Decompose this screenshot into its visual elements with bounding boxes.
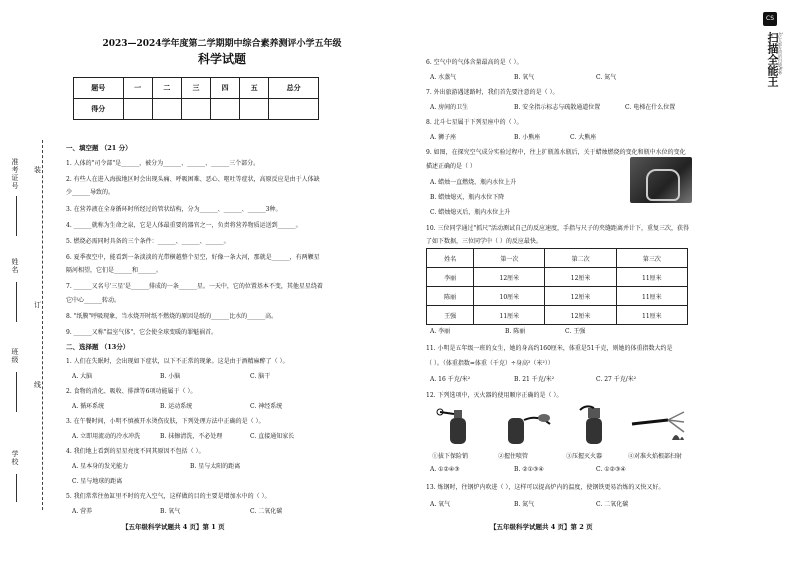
choice-12-option-a: A. ①②④③ <box>430 466 460 473</box>
extinguisher-step-3-illustration <box>566 404 624 446</box>
exam-number-line <box>16 196 17 236</box>
score-cell <box>152 99 181 120</box>
choice-10-option-c: C. 王强 <box>565 328 586 335</box>
table-cell: 12厘米 <box>545 268 616 287</box>
score-cell: 五 <box>240 78 269 99</box>
question-3: 3. 在营养液在全身循环时所经过的管状结构，分为______、______、______3种。 <box>66 206 282 213</box>
table-header-cell: 第一次 <box>474 249 545 268</box>
choice-7: 7. 外出旅游遇迷路时，我们首先要注意的是（ ）。 <box>426 89 559 96</box>
choice-1: 1. 人们在失眠时，会出现如下症状，以下不正常的现象。这是由于酒精麻醉了（ ）。 <box>66 358 289 365</box>
table-row <box>427 287 688 306</box>
binding-margin <box>0 0 58 561</box>
score-cell: 得分 <box>74 99 124 120</box>
score-cell: 三 <box>181 78 210 99</box>
question-2: 2. 有些人在进入海拔地区时会出现头痛、呼吸困难、恶心、呕吐等症状，高原反应是由于人体缺 <box>66 176 320 183</box>
choice-12-option-b: B. ②①③④ <box>514 466 544 473</box>
table-cell: 李丽 <box>427 268 474 287</box>
choice-8-option-b: B. 小熊座 <box>514 134 541 141</box>
question-1: 1. 人体的"司令部"是______，被分为______、______、______三个部分。 <box>66 160 260 167</box>
jar-shape <box>646 169 680 201</box>
table-cell: 12厘米 <box>474 268 545 287</box>
page-footer-1: 【五年级科学试题共 4 页】第 1 页 <box>122 523 225 531</box>
table-header-cell: 姓名 <box>427 249 474 268</box>
score-cell: 题号 <box>74 78 124 99</box>
choice-5-option-c: C. 二氧化碳 <box>250 508 283 515</box>
choice-1-option-b: B. 小脑 <box>160 373 181 380</box>
choice-10-option-a: A. 李丽 <box>430 328 451 335</box>
extinguisher-step-2-illustration <box>498 404 556 446</box>
scanner-watermark <box>762 10 782 100</box>
choice-6-option-b: B. 氧气 <box>514 74 535 81</box>
reaction-data-table <box>426 248 688 325</box>
question-7: 7. ______又名号'三星'是______排成的一条______星。一天中，它的位置基本不变，其他星星绕着 <box>66 283 323 290</box>
score-cell <box>181 99 210 120</box>
extinguisher-step-1-illustration <box>432 404 490 446</box>
choice-13-option-a: A. 氧气 <box>430 501 451 508</box>
name-label: 姓名 <box>11 258 19 274</box>
choice-9: 9. 如图，在探究空气成分实验过程中，往上扩瓶盖水瓶后，关于蜡烛燃烧的变化和瓶中水位的变化 <box>426 149 686 156</box>
choice-11-option-c: C. 27 千克/米² <box>596 376 637 383</box>
table-cell: 12厘米 <box>545 287 616 306</box>
choice-3-option-c: C. 直接通知家长 <box>250 433 295 440</box>
question-7-cont: 它中心______转动。 <box>66 297 121 304</box>
choice-2: 2. 食物的消化、吸收、排泄等6项功能属于（ ）。 <box>66 388 197 395</box>
section-choice: 二、选择题 （13分） <box>66 343 130 351</box>
cut-mark-ding: 订 <box>34 301 41 309</box>
candle-experiment-photo <box>630 157 692 203</box>
cut-line <box>42 140 43 510</box>
exam-number-label: 准考证号 <box>11 158 19 190</box>
table-cell: 10厘米 <box>474 287 545 306</box>
choice-4-option-a: A. 星本身的发光能力 <box>72 463 129 470</box>
cut-mark-xian: 线 <box>34 381 41 389</box>
question-6-cont: 隔河相望，它们是______和______。 <box>66 267 163 274</box>
choice-2-option-c: C. 神经系统 <box>250 403 283 410</box>
choice-10-cont: 了如下数据，三位同学中（ ）的反应最快。 <box>426 238 542 245</box>
choice-3: 3. 在午餐时间，小明不慎被开水烫伤皮肤，下列处理方法中正确的是（ ）。 <box>66 418 265 425</box>
choice-9-cont: 描述正确的是（ ） <box>426 163 476 170</box>
extinguisher-caption-1: ①拔下保险销 <box>432 453 469 460</box>
choice-10: 10. 三位同学通过"抓尺"活动测试自己的反应速度，手指与尺子的夹缝距离并计下，重复三次，获得 <box>426 225 689 232</box>
extinguisher-caption-2: ②握住喷管 <box>498 453 529 460</box>
choice-5-option-a: A. 营养 <box>72 508 93 515</box>
class-line <box>16 372 17 412</box>
choice-10-option-b: B. 陈丽 <box>505 328 526 335</box>
choice-12-option-c: C. ①②③④ <box>596 466 626 473</box>
choice-13: 13. 炼钢时，往钢炉内吹进（ ），这样可以提高炉内的温度，使钢铁更易冶炼的又快又好。 <box>426 484 665 491</box>
extinguisher-caption-3: ③压握灭火器 <box>566 453 603 460</box>
choice-6: 6. 空气中的气体含量最高的是（ ）。 <box>426 59 523 66</box>
table-header-cell: 第二次 <box>545 249 616 268</box>
choice-11: 11. 小明是五年级一班的女生，她的身高约160厘米，体重是51千克，则她的体重指数大约是 <box>426 345 673 352</box>
choice-4: 4. 我们地上看到的星星亮度不同其原因不包括（ ）。 <box>66 448 205 455</box>
question-5: 5. 燃烧必需同时具备的三个条件：______、______、______。 <box>66 238 230 245</box>
score-cell: 一 <box>123 78 152 99</box>
exam-subject: 科学试题 <box>197 52 246 66</box>
cut-mark-zhuang: 装 <box>34 166 41 174</box>
table-cell: 陈丽 <box>427 287 474 306</box>
choice-7-option-c: C. 电梯在什么位置 <box>625 104 676 111</box>
score-cell <box>269 99 319 120</box>
score-cell: 四 <box>211 78 240 99</box>
score-cell: 总分 <box>269 78 319 99</box>
score-cell <box>123 99 152 120</box>
scanner-logo-icon: CS <box>763 12 777 26</box>
choice-3-option-b: B. 抹擦清洗，不必处理 <box>160 433 223 440</box>
choice-13-option-c: C. 二氧化碳 <box>596 501 629 508</box>
choice-11-cont: （ ）。（体重指数=体重（千克）÷身高²（米²）） <box>426 360 554 367</box>
choice-1-option-a: A. 大脑 <box>72 373 93 380</box>
scanner-brand-slogan: 3亿人都在用的扫描App <box>778 32 783 75</box>
choice-7-option-a: A. 房间的卫生 <box>430 104 469 111</box>
choice-11-option-b: B. 21 千克/米² <box>514 376 555 383</box>
table-row <box>427 306 688 325</box>
choice-13-option-b: B. 氮气 <box>514 501 535 508</box>
score-table <box>73 77 319 120</box>
table-header-row <box>427 249 688 268</box>
choice-4-option-b: B. 星与太阳的距离 <box>190 463 241 470</box>
choice-5: 5. 我们常常往鱼缸里不时的充入空气，这样做的目的主要是增加水中的（ ）。 <box>66 493 271 500</box>
choice-12: 12. 下列选项中，灭火器的使用顺序正确的是（ ）。 <box>426 392 563 399</box>
question-4: 4. ______就称为生命之泉，它是人体最重要的器官之一，负责将营养物质运送到______。 <box>66 222 302 229</box>
choice-6-option-a: A. 水蒸气 <box>430 74 457 81</box>
table-cell: 王强 <box>427 306 474 325</box>
choice-5-option-b: B. 氧气 <box>160 508 181 515</box>
choice-8-option-a: A. 狮子座 <box>430 134 457 141</box>
table-row <box>427 268 688 287</box>
extinguisher-step-4-illustration <box>628 404 686 446</box>
class-label: 班级 <box>11 348 19 364</box>
scanner-brand-name: 扫描全能王 <box>766 32 779 87</box>
question-2-cont: 少______导致的。 <box>66 189 115 196</box>
section-fill-blank: 一、填空题 （21 分） <box>66 144 132 152</box>
score-table-score-row <box>74 99 319 120</box>
table-header-cell: 第三次 <box>616 249 687 268</box>
choice-11-option-a: A. 16 千克/米² <box>430 376 471 383</box>
question-6: 6. 夏季夜空中，能看到一条淡淡的光带横越整个星空，好像一条大河，那就是______，有两颗星 <box>66 254 320 261</box>
extinguisher-caption-4: ④对准火焰根部扫射 <box>628 453 683 460</box>
table-cell: 11厘米 <box>616 287 687 306</box>
question-8: 8. "纸膜"呼吸现象，当水烧开时纸不燃烧的原因是纸的______比水的______高。 <box>66 313 278 320</box>
choice-8-option-c: C. 大熊座 <box>570 134 597 141</box>
choice-9-option-c: C. 蜡烛熄灭后，瓶内水位上升 <box>430 209 511 216</box>
exam-title: 2023—2024学年度第二学期期中综合素养测评小学五年级 <box>102 39 342 49</box>
score-cell <box>240 99 269 120</box>
question-9: 9. ______又称"温室气体"，它会使全球变暖的罪魁祸首。 <box>66 329 218 336</box>
score-cell: 二 <box>152 78 181 99</box>
school-label: 学校 <box>11 450 19 466</box>
choice-9-option-a: A. 蜡烛一直燃烧，瓶内水位上升 <box>430 179 517 186</box>
choice-4-option-c: C. 星与地球的距离 <box>72 478 123 485</box>
choice-9-option-b: B. 蜡烛熄灭，瓶内水位下降 <box>430 194 505 201</box>
choice-2-option-b: B. 运动系统 <box>160 403 193 410</box>
page-footer-2: 【五年级科学试题共 4 页】第 2 页 <box>490 523 593 531</box>
table-cell: 11厘米 <box>616 268 687 287</box>
table-cell: 12厘米 <box>545 306 616 325</box>
score-cell <box>211 99 240 120</box>
name-line <box>16 282 17 322</box>
choice-3-option-a: A. 立即用流动的冷水冲洗 <box>72 433 141 440</box>
choice-1-option-c: C. 脑干 <box>250 373 271 380</box>
school-line <box>16 474 17 502</box>
choice-2-option-a: A. 循环系统 <box>72 403 105 410</box>
table-cell: 11厘米 <box>474 306 545 325</box>
score-table-header-row <box>74 78 319 99</box>
choice-8: 8. 北斗七星属于下列星座中的（ ）。 <box>426 119 523 126</box>
table-cell: 11厘米 <box>616 306 687 325</box>
choice-7-option-b: B. 安全指示标志与疏散通道位置 <box>514 104 601 111</box>
choice-6-option-c: C. 氮气 <box>596 74 617 81</box>
